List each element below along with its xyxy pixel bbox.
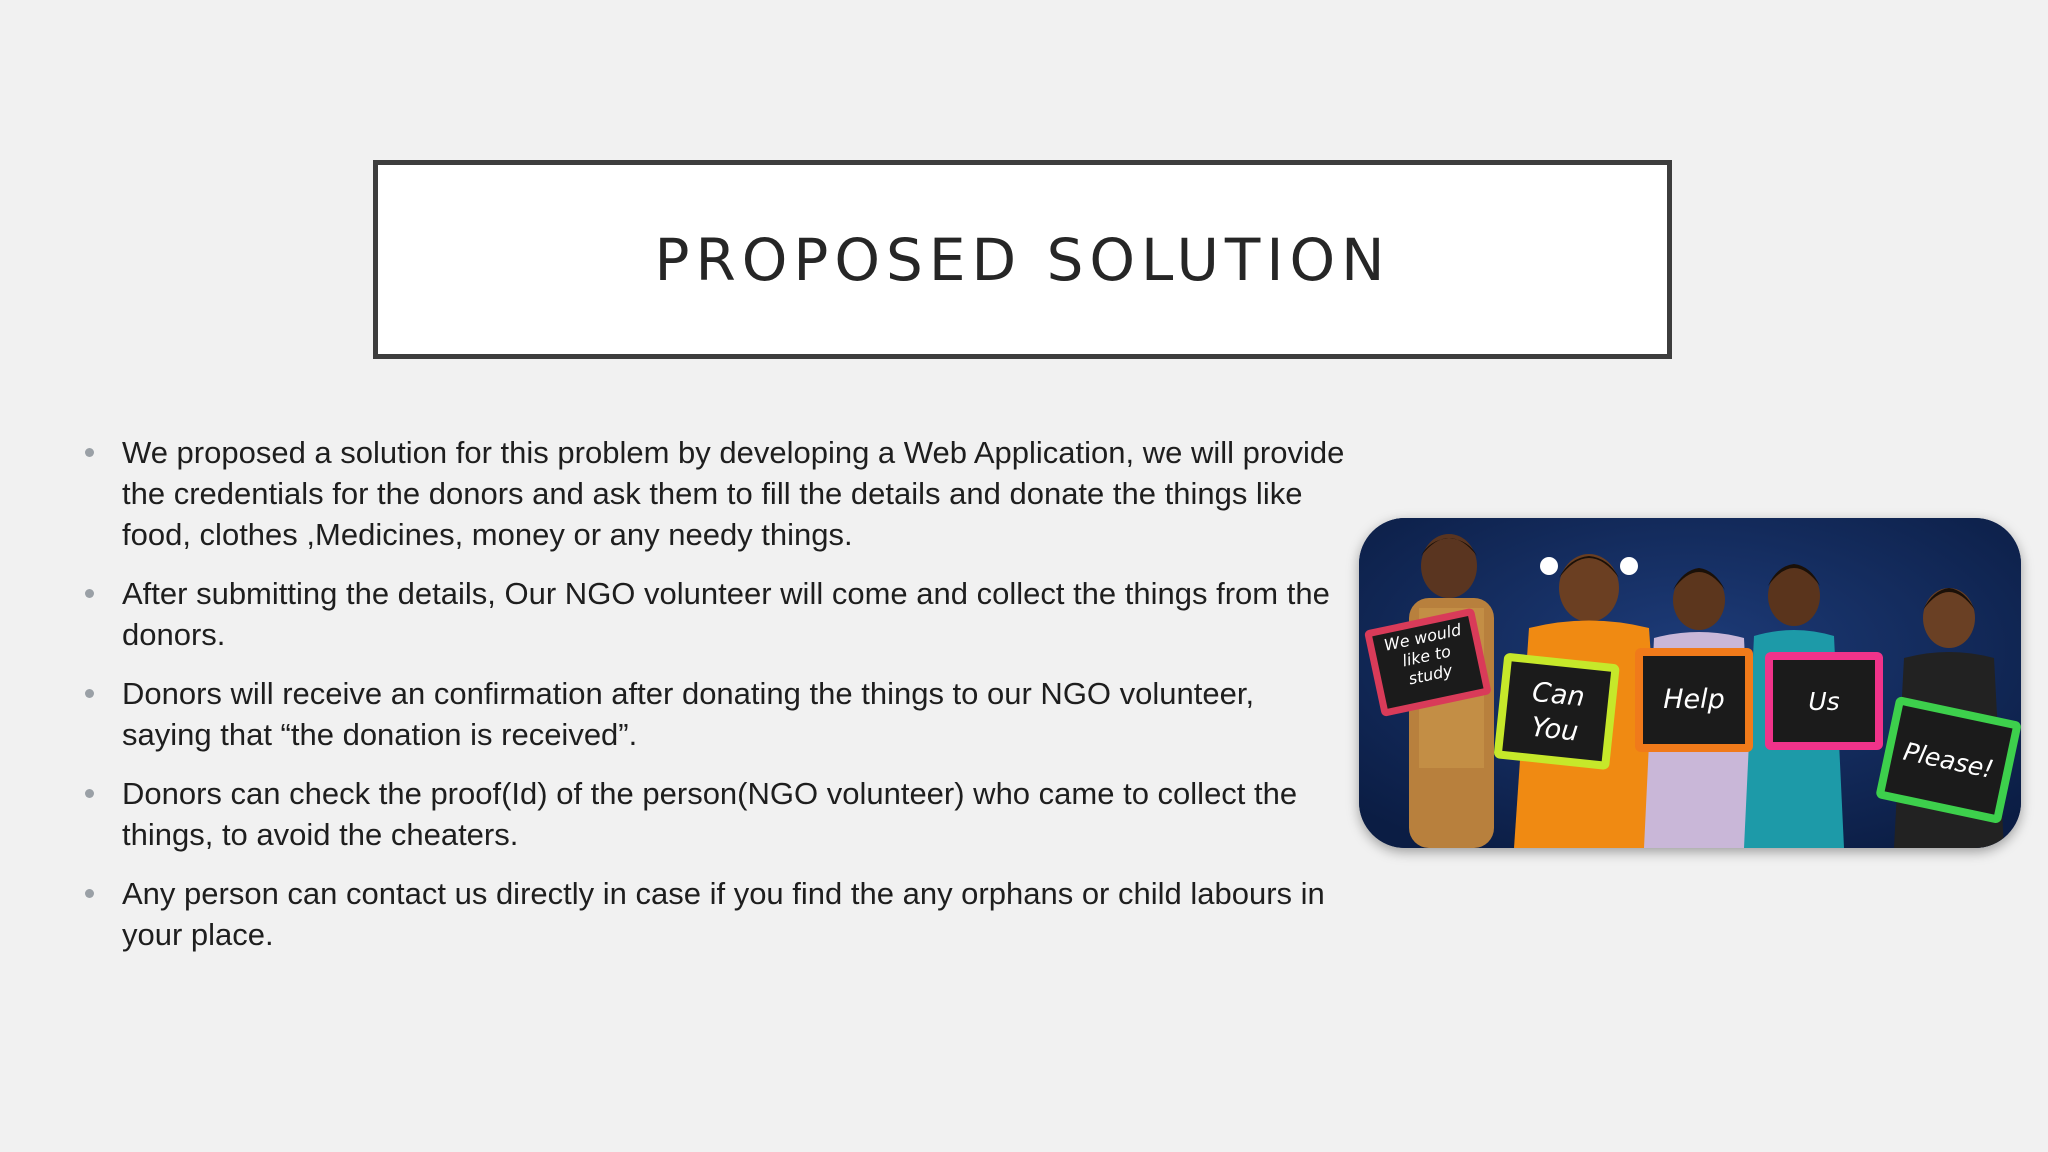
bullet-item: [85, 873, 1350, 955]
slide-title: PROPOSED SOLUTION: [654, 225, 1391, 294]
bullet-dot-icon: [85, 889, 94, 898]
bullet-dot-icon: [85, 789, 94, 798]
chalkboard-4: [1765, 652, 1883, 750]
chalkboard-3: [1635, 648, 1753, 752]
bullet-text: We proposed a solution for this problem by developing a Web Application, we will provide the credentials for the donors and ask them to fill the details and donate the things like food, clothes ,Medicines, money or any needy things.: [122, 435, 1345, 552]
bullet-text: After submitting the details, Our NGO volunteer will come and collect the things from the donors.: [122, 576, 1330, 652]
bullet-text: Donors can check the proof(Id) of the person(NGO volunteer) who came to collect the things, to avoid the cheaters.: [122, 776, 1298, 852]
bullet-text: Donors will receive an confirmation after donating the things to our NGO volunteer, saying that “the donation is received”.: [122, 676, 1255, 752]
board-2-line1: Can: [1530, 676, 1587, 714]
bullet-item: [85, 673, 1350, 755]
title-box: [373, 160, 1672, 359]
board-5-text: Please!: [1900, 736, 1997, 785]
board-2-line2: You: [1529, 711, 1580, 748]
board-3-text: Help: [1663, 684, 1725, 715]
bullet-list: [85, 432, 1350, 973]
bullet-dot-icon: [85, 689, 94, 698]
bullet-item: [85, 573, 1350, 655]
bullet-dot-icon: [85, 448, 94, 457]
chalkboard-2: [1493, 653, 1619, 771]
bullet-item: [85, 773, 1350, 855]
children-with-chalkboards-photo: [1359, 518, 2021, 848]
bullet-dot-icon: [85, 589, 94, 598]
board-1-text: We would like to study: [1382, 619, 1463, 689]
bullet-text: Any person can contact us directly in case if you find the any orphans or child labours in your place.: [122, 876, 1325, 952]
bullet-item: [85, 432, 1350, 555]
board-4-text: Us: [1808, 687, 1840, 716]
